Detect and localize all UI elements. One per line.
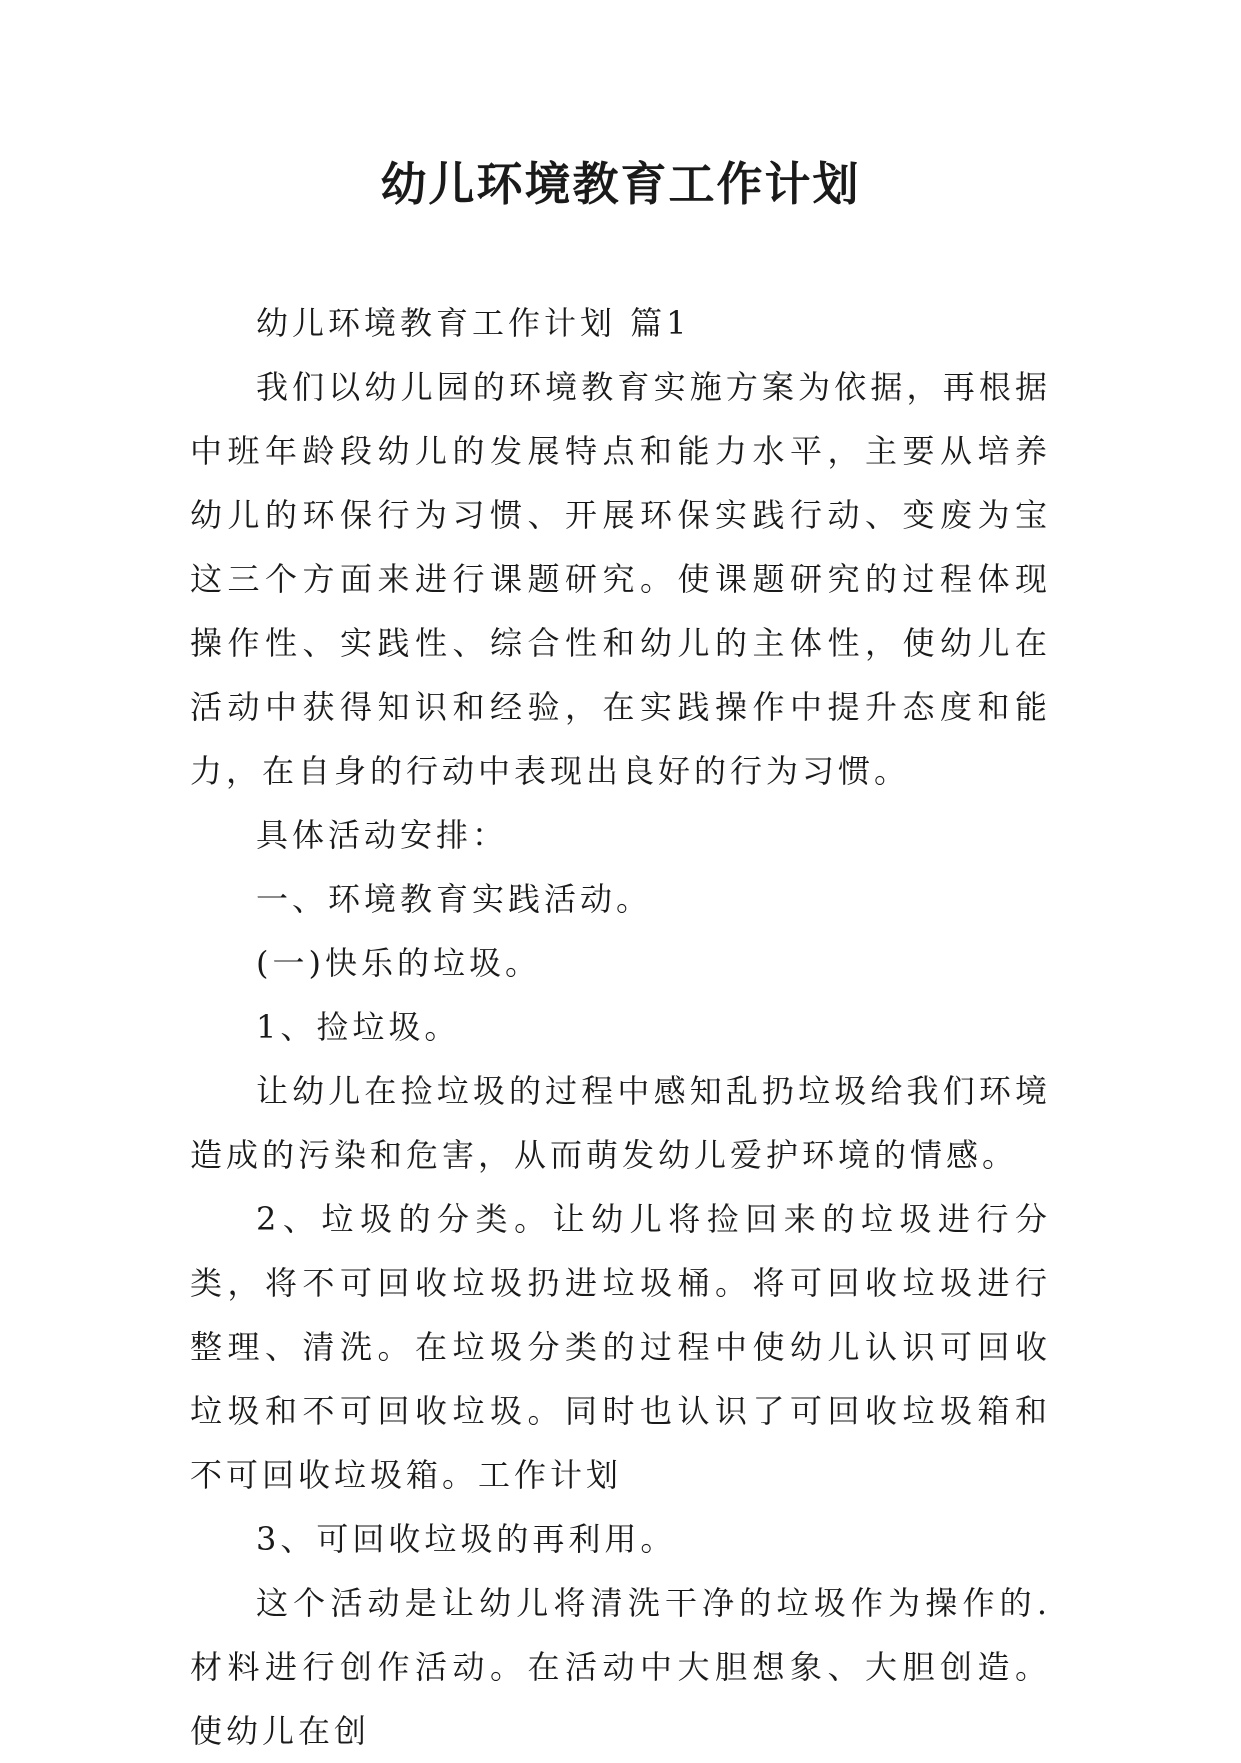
item-three-paragraph: 这个活动是让幼儿将清洗干净的垃圾作为操作的.材料进行创作活动。在活动中大胆想象、大胆创造。使幼儿在创	[190, 1584, 1051, 1750]
item-two-paragraph: 2、垃圾的分类。让幼儿将捡回来的垃圾进行分类，将不可回收垃圾扔进垃圾桶。将可回收垃圾进行整理、清洗。在垃圾分类的过程中使幼儿认识可回收垃圾和不可回收垃圾。同时也认识了可回收垃圾箱和不可回收垃圾箱。工作计划	[190, 1200, 1051, 1494]
document-title: 幼儿环境教育工作计划	[380, 157, 861, 211]
part-one-heading: 一、环境教育实践活动。	[256, 880, 653, 918]
document-body	[190, 291, 1051, 1763]
intro-paragraph: 我们以幼儿园的环境教育实施方案为依据，再根据中班年龄段幼儿的发展特点和能力水平，主要从培养幼儿的环保行为习惯、开展环保实践行动、变废为宝这三个方面来进行课题研究。使课题研究的过程体现操作性、实践性、综合性和幼儿的主体性，使幼儿在活动中获得知识和经验，在实践操作中提升态度和能力，在自身的行动中表现出良好的行为习惯。	[190, 368, 1051, 790]
item-one-paragraph: 让幼儿在捡垃圾的过程中感知乱扔垃圾给我们环境造成的污染和危害，从而萌发幼儿爱护环境的情感。	[190, 1072, 1051, 1174]
activity-arrangement-heading: 具体活动安排：	[256, 816, 509, 854]
subsection-heading: (一)快乐的垃圾。	[256, 944, 541, 982]
section-heading: 幼儿环境教育工作计划 篇1	[256, 304, 691, 342]
item-three-heading: 3、可回收垃圾的再利用。	[256, 1520, 677, 1558]
item-one-heading: 1、捡垃圾。	[256, 1008, 461, 1046]
